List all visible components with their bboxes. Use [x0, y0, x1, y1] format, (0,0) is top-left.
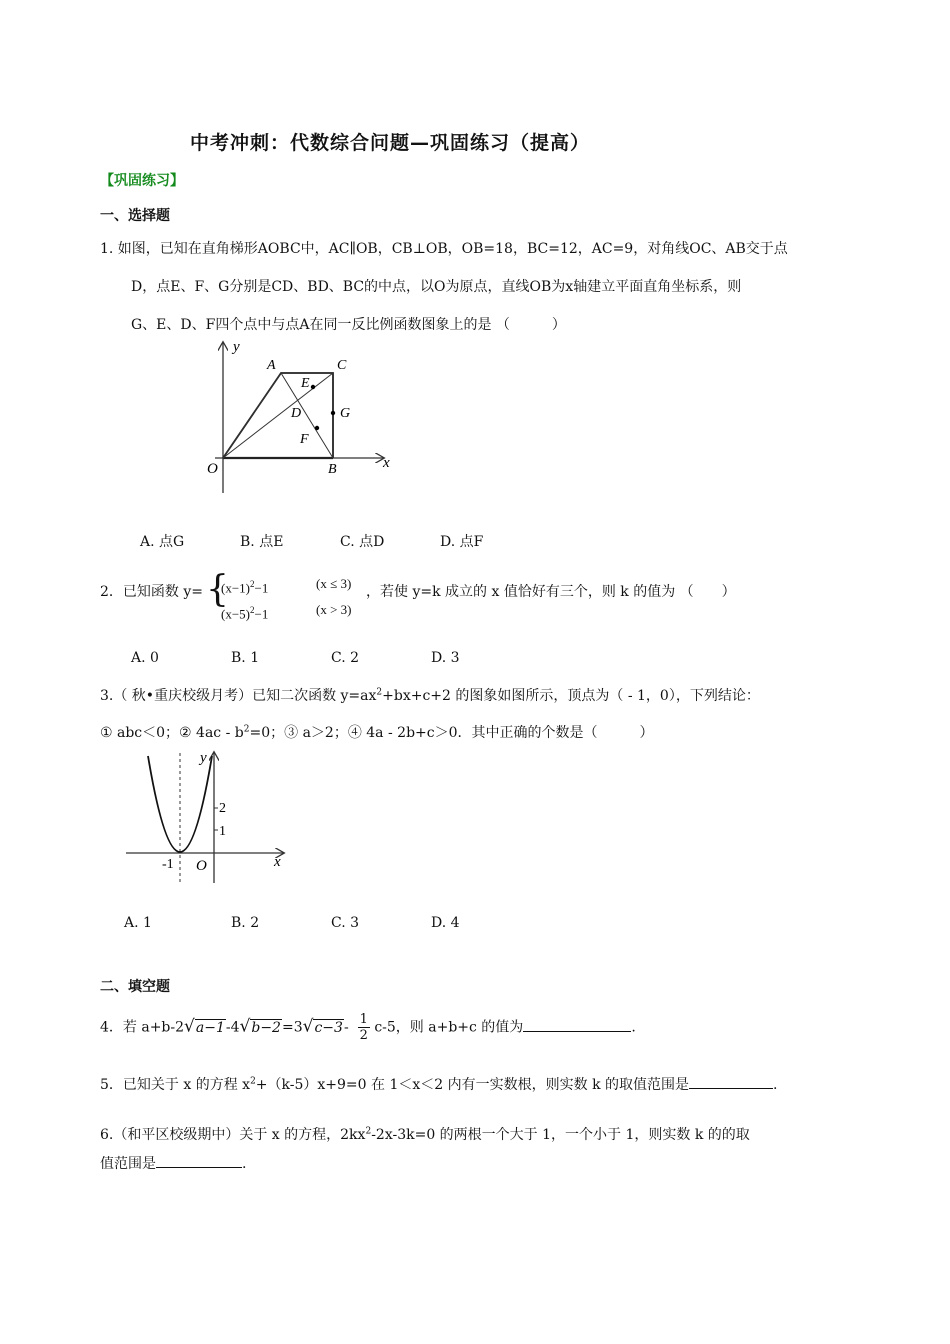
q2-piece2: $(x-5)^2-1$	[221, 605, 269, 622]
q1-trapezoid-figure	[195, 335, 405, 505]
point-e	[311, 385, 315, 389]
radical-b: b−2	[251, 1019, 281, 1036]
label-o: O	[196, 858, 207, 874]
q2-option-d: D. 3	[431, 650, 460, 666]
segment-oa	[223, 373, 281, 458]
q1-option-d: D. 点F	[440, 534, 484, 550]
q2-piece1-cond: (x ≤ 3)	[316, 576, 352, 591]
page-title: 中考冲刺：代数综合问题—巩固练习（提高）	[190, 132, 591, 154]
q3-option-a: A. 1	[124, 915, 152, 931]
label-e: E	[301, 376, 310, 391]
q2-suffix: ，若使 y=k 成立的 x 值恰好有三个，则 k 的值为 （ ）	[366, 584, 736, 600]
q3-option-b: B. 2	[231, 915, 260, 931]
q6-line1: 6.（和平区校级期中）关于 x 的方程，$2kx^2-2x-3k=0$ 的两根一个大于 1，一个小于 1，则实数 k 的的取	[100, 1126, 750, 1143]
label-c: C	[337, 358, 347, 373]
section-heading-fill: 二、填空题	[100, 979, 170, 995]
label-1: 1	[219, 824, 226, 839]
q3-option-d: D. 4	[431, 915, 460, 931]
section-heading-choice: 一、选择题	[100, 208, 170, 224]
diagonal-oc	[223, 373, 333, 458]
label-2: 2	[219, 801, 226, 816]
q3-line1: 3.（ 秋•重庆校级月考）已知二次函数 $y=ax^2+bx+c+2$ 的图象如图所示，顶点为（ - 1，0），下列结论：	[100, 687, 760, 704]
q3-option-c: C. 3	[331, 915, 360, 931]
q1-option-b: B. 点E	[240, 534, 284, 550]
point-g	[331, 411, 335, 415]
label-g: G	[340, 406, 351, 421]
q2-option-c: C. 2	[331, 650, 360, 666]
label-x: x	[383, 455, 390, 471]
q1-option-a: A. 点G	[140, 534, 185, 550]
label-o: O	[207, 461, 218, 477]
q5-line: 5．已知关于 x 的方程 $x^2+(k-5)x+9=0$ 在 1＜x＜2 内有一实数根，则实数 k 的取值范围是 .	[100, 1074, 777, 1094]
q1-line2: D，点E、F、G分别是CD、BD、BC的中点，以O为原点，直线OB为x轴建立平面直角坐标系，则	[131, 279, 742, 295]
radical-a: a−1	[195, 1019, 225, 1036]
label-f: F	[300, 432, 309, 447]
fraction-half: $\frac{1}{2}$	[359, 1012, 368, 1043]
q2-piece2-cond: (x > 3)	[316, 602, 352, 617]
q1-line3: G、E、D、F四个点中与点A在同一反比例函数图象上的是 （ ）	[131, 317, 566, 333]
label-d: D	[291, 406, 302, 421]
section-tag: 【巩固练习】	[100, 173, 184, 189]
q6-answer-blank[interactable]	[156, 1153, 242, 1168]
q2-option-b: B. 1	[231, 650, 260, 666]
label-b: B	[328, 462, 337, 477]
q2-brace: {	[206, 569, 229, 610]
q5-answer-blank[interactable]	[689, 1074, 773, 1089]
label-x: x	[274, 854, 281, 870]
radical-c: c−3	[314, 1019, 343, 1036]
q3-parabola-figure	[118, 748, 293, 888]
q2-prefix: 2．已知函数 y=	[100, 584, 203, 600]
q2-option-a: A. 0	[131, 650, 159, 666]
q6-line2: 值范围是 .	[100, 1153, 246, 1173]
label-a: A	[267, 358, 276, 373]
label-neg1: -1	[162, 857, 174, 872]
label-y: y	[233, 339, 240, 355]
q1-option-c: C. 点D	[340, 534, 385, 550]
label-y: y	[200, 750, 207, 766]
q2-piece1: $(x-1)^2-1$	[221, 579, 269, 596]
q3-line2: ① abc＜0；② $4ac - b^2=0$；③ a＞2；④ 4a - 2b+c＞0．其中正确的个数是（ ）	[100, 724, 654, 741]
point-f	[315, 426, 319, 430]
q4-line: 4．若 a+b-2√a−1-4√b−2=3√c−3- $\frac{1}{2}$ c-5，则 a+b+c 的值为 .	[100, 1012, 636, 1043]
q1-line1: 1. 如图，已知在直角梯形AOBC中，AC∥OB，CB⊥OB，OB=18，BC=12，AC=9，对角线OC、AB交于点	[100, 241, 788, 257]
q4-answer-blank[interactable]	[523, 1017, 631, 1032]
